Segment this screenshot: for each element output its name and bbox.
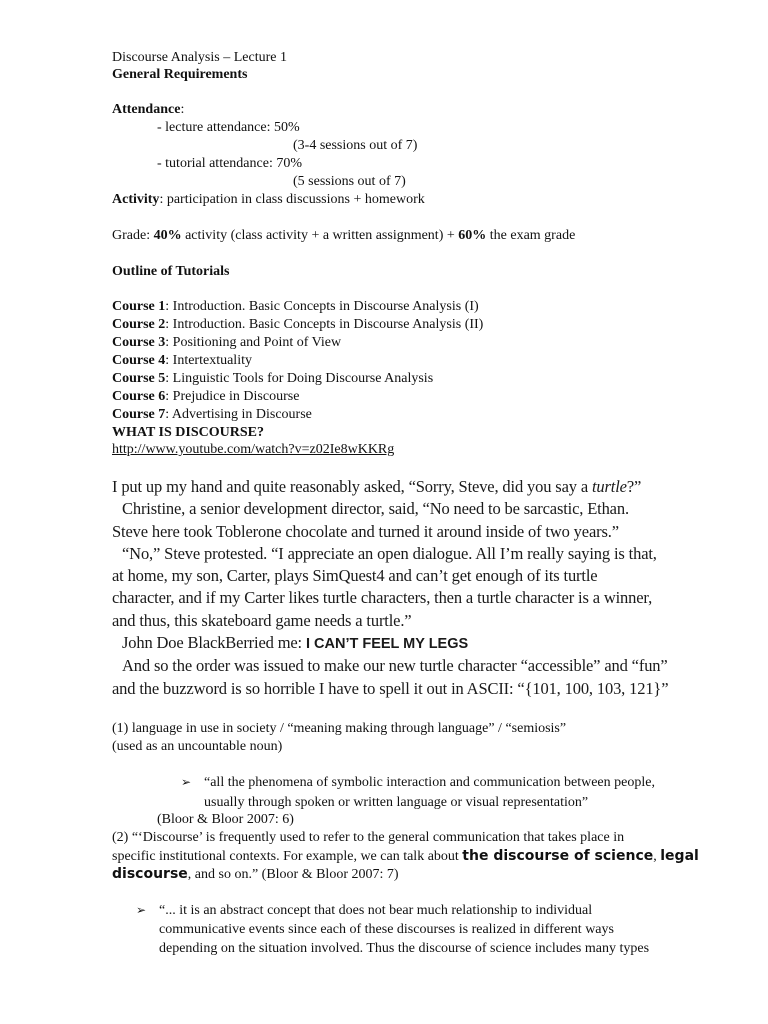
excerpt-line: “No,” Steve protested. “I appreciate an open dialogue. All I’m really saying is that, — [122, 543, 657, 563]
excerpt-line: and the buzzword is so horrible I have to spell it out in ASCII: “{101, 100, 103, 121}” — [112, 678, 669, 698]
bullet-quote-2a: “... it is an abstract concept that does not bear much relationship to individual — [159, 903, 593, 918]
bullet-quote-2c: depending on the situation involved. Thus the discourse of science includes many types — [159, 941, 650, 956]
citation-1: (Bloor & Bloor 2007: 6) — [157, 812, 294, 827]
definition-2-line-3: discourse, and so on.” (Bloor & Bloor 2007: 7) — [112, 866, 399, 882]
course-item: Course 4: Intertextuality — [112, 353, 252, 368]
video-link-text[interactable]: http://www.youtube.com/watch?v=z02Ie8wKKRg — [112, 442, 395, 457]
excerpt-line: and thus, this skateboard game needs a turtle.” — [112, 610, 412, 630]
excerpt-line: Christine, a senior development director, said, “No need to be sarcastic, Ethan. — [122, 499, 629, 519]
lecture-attendance-note: (3-4 sessions out of 7) — [293, 138, 418, 153]
definition-2-line-1: (2) “‘Discourse’ is frequently used to refer to the general communication that takes place in — [112, 830, 625, 845]
course-item: Course 3: Positioning and Point of View — [112, 335, 342, 350]
excerpt-line: character, and if my Carter likes turtle characters, then a turtle character is a winner, — [112, 588, 653, 608]
excerpt-line: And so the order was issued to make our new turtle character “accessible” and “fun” — [122, 656, 668, 676]
attendance-heading: Attendance: — [112, 102, 185, 117]
outline-heading: Outline of Tutorials — [112, 264, 230, 279]
arrowhead-bullet-icon: ➢ — [181, 775, 192, 789]
definition-1: (1) language in use in society / “meaning making through language” / “semiosis” — [112, 721, 567, 736]
bullet-quote-1b: usually through spoken or written language or visual representation” — [204, 795, 589, 810]
section-heading: General Requirements — [112, 67, 248, 82]
course-item: Course 1: Introduction. Basic Concepts in Discourse Analysis (I) — [112, 299, 479, 314]
quoted-excerpt-image — [112, 476, 712, 700]
video-link[interactable] — [112, 441, 394, 458]
excerpt-line: John Doe BlackBerried me: I CAN’T FEEL MY LEGS — [122, 633, 469, 653]
excerpt-line: Steve here took Toblerone chocolate and turned it around inside of two years.” — [112, 521, 619, 541]
shout-text: I CAN’T FEEL MY LEGS — [305, 636, 469, 653]
bullet-quote-1a: “all the phenomena of symbolic interaction and communication between people, — [204, 775, 655, 790]
course-item: Course 5: Linguistic Tools for Doing Discourse Analysis — [112, 371, 434, 386]
activity-line: Activity: participation in class discussions + homework — [112, 192, 425, 207]
discourse-heading: WHAT IS DISCOURSE? — [112, 425, 264, 440]
course-item: Course 6: Prejudice in Discourse — [112, 389, 300, 404]
course-item: Course 7: Advertising in Discourse — [112, 407, 312, 422]
course-item: Course 2: Introduction. Basic Concepts in Discourse Analysis (II) — [112, 317, 484, 332]
lecture-attendance: - lecture attendance: 50% — [157, 120, 300, 135]
excerpt-line: at home, my son, Carter, plays SimQuest4 and can’t get enough of its turtle — [112, 566, 598, 586]
document-title: Discourse Analysis – Lecture 1 — [112, 50, 287, 65]
excerpt-line: I put up my hand and quite reasonably asked, “Sorry, Steve, did you say a turtle?” — [112, 477, 642, 496]
tutorial-attendance: - tutorial attendance: 70% — [157, 156, 302, 171]
definition-1-note: (used as an uncountable noun) — [112, 739, 283, 754]
arrowhead-bullet-icon: ➢ — [136, 903, 147, 917]
tutorial-attendance-note: (5 sessions out of 7) — [293, 174, 406, 189]
bullet-quote-2b: communicative events since each of these discourses is realized in different ways — [159, 922, 614, 937]
grade-line: Grade: 40% activity (class activity + a written assignment) + 60% the exam grade — [112, 228, 576, 243]
definition-2-line-2: specific institutional contexts. For example, we can talk about the discourse of science, legal — [112, 848, 699, 864]
